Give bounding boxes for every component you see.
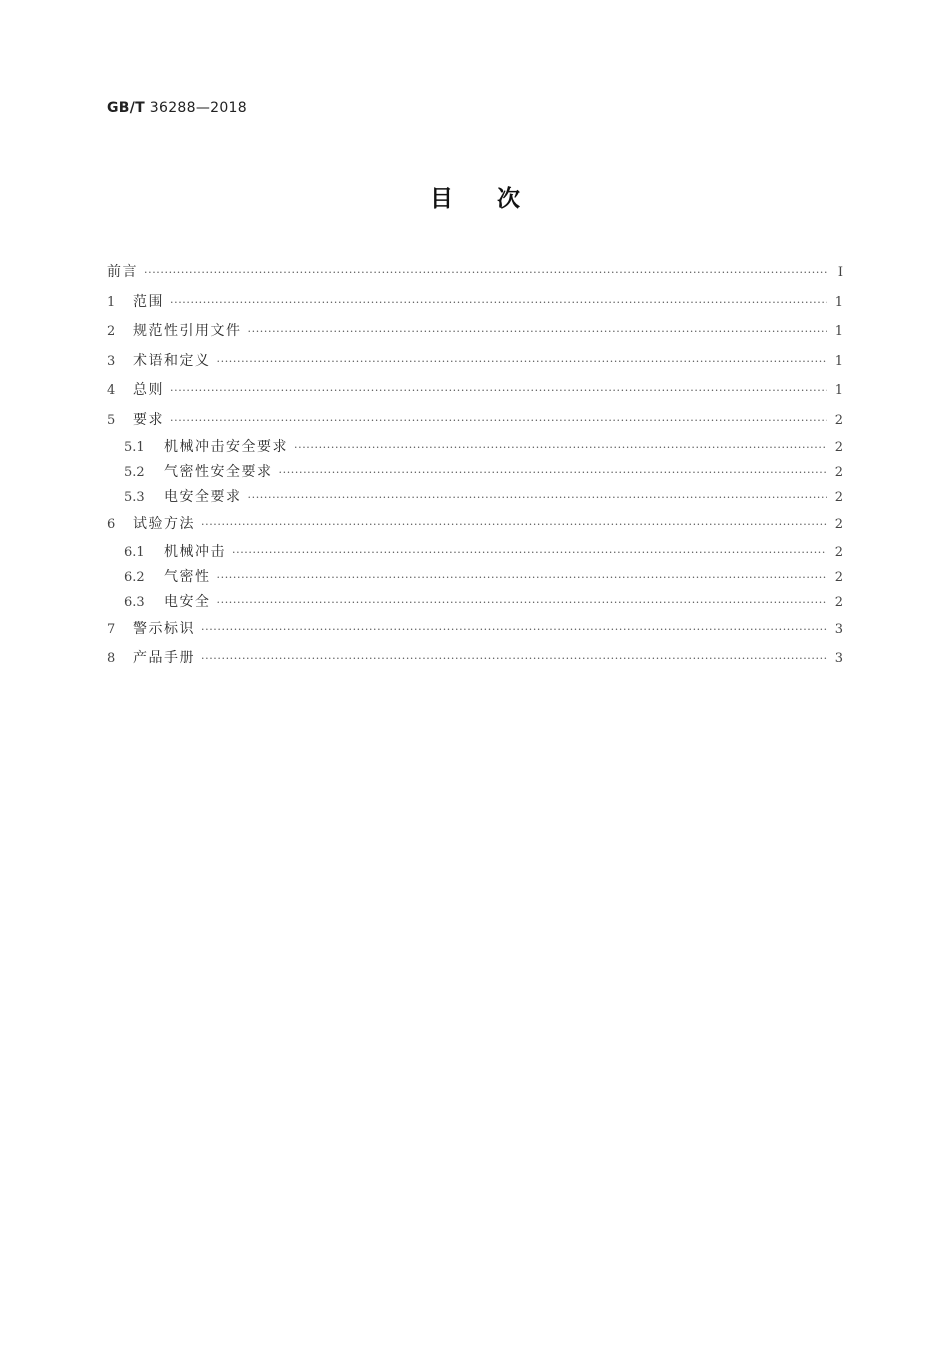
toc-entry-label: 总则 <box>133 382 164 398</box>
toc-entry-number: 4 <box>107 383 116 398</box>
page-title: 目次 <box>430 186 564 212</box>
toc-entry-page: 2 <box>834 412 843 428</box>
toc-entry[interactable] <box>107 615 843 645</box>
toc-entry-page: 2 <box>834 517 843 532</box>
toc-entry-number: 5.2 <box>124 465 145 480</box>
toc-entry[interactable] <box>107 258 843 288</box>
toc-entry-label: 要求 <box>133 411 164 428</box>
toc-entry-label: 气密性 <box>164 568 211 585</box>
toc-entry-page: 1 <box>834 353 843 369</box>
toc-entry[interactable] <box>107 376 843 406</box>
toc-entry-page: 2 <box>834 440 843 455</box>
toc-entry[interactable] <box>107 644 843 674</box>
toc-entry-label: 规范性引用文件 <box>133 323 242 339</box>
toc-entry[interactable] <box>107 288 843 318</box>
toc-entry[interactable] <box>107 406 843 436</box>
toc-entry-label: 范围 <box>133 293 164 310</box>
toc-entry-label: 电安全 <box>164 593 211 610</box>
toc-entry[interactable] <box>107 565 843 590</box>
toc-entry-page: 3 <box>834 651 843 666</box>
toc-entry-page: 1 <box>834 324 843 339</box>
toc-dot-leader <box>232 540 827 565</box>
toc-entry-number: 6.2 <box>124 569 145 585</box>
toc-entry-number: 2 <box>107 324 116 339</box>
toc-dot-leader <box>248 317 828 347</box>
toc-entry-label: 机械冲击 <box>164 543 226 560</box>
toc-entry-label: 气密性安全要求 <box>164 464 273 480</box>
toc-entry-label: 术语和定义 <box>133 352 211 369</box>
toc-dot-leader <box>144 258 827 288</box>
table-of-contents <box>107 258 843 674</box>
toc-dot-leader <box>170 406 827 436</box>
toc-entry-page: Ⅰ <box>837 265 843 280</box>
toc-entry-page: 2 <box>834 594 843 610</box>
toc-entry-page: 2 <box>834 490 843 505</box>
toc-dot-leader <box>201 615 827 645</box>
toc-entry-page: 3 <box>834 621 843 637</box>
toc-entry[interactable] <box>107 590 843 615</box>
standard-code: GB/T <box>107 100 146 116</box>
toc-entry-page: 1 <box>834 294 843 310</box>
toc-dot-leader <box>170 376 827 406</box>
toc-entry[interactable] <box>107 460 843 485</box>
toc-entry-label: 产品手册 <box>133 650 195 666</box>
toc-entry[interactable] <box>107 317 843 347</box>
toc-entry[interactable] <box>107 347 843 377</box>
toc-dot-leader <box>294 435 827 460</box>
toc-entry[interactable] <box>107 435 843 460</box>
toc-entry-number: 5.1 <box>124 440 145 455</box>
toc-entry[interactable] <box>107 540 843 565</box>
toc-entry-number: 6 <box>107 517 116 532</box>
toc-dot-leader <box>217 565 828 590</box>
standard-number: 36288—2018 <box>149 100 247 116</box>
toc-dot-leader <box>279 460 828 485</box>
toc-entry-label: 机械冲击安全要求 <box>164 439 288 455</box>
toc-entry-page: 2 <box>834 465 843 480</box>
document-header <box>107 100 247 116</box>
toc-entry-number: 1 <box>107 294 116 310</box>
toc-entry-page: 2 <box>834 544 843 560</box>
toc-entry-number: 6.3 <box>124 594 145 610</box>
toc-dot-leader <box>248 485 828 510</box>
toc-entry[interactable] <box>107 485 843 510</box>
toc-dot-leader <box>170 288 827 318</box>
toc-entry-number: 5 <box>107 412 116 428</box>
toc-dot-leader <box>201 644 827 674</box>
toc-dot-leader <box>217 590 828 615</box>
toc-entry-page: 1 <box>834 383 843 398</box>
toc-entry[interactable] <box>107 510 843 540</box>
toc-entry-number: 8 <box>107 651 116 666</box>
toc-entry-label: 警示标识 <box>133 620 195 637</box>
toc-entry-number: 5.3 <box>124 490 145 505</box>
toc-entry-label: 试验方法 <box>133 516 195 532</box>
toc-entry-number: 3 <box>107 353 116 369</box>
toc-entry-label: 电安全要求 <box>164 489 242 505</box>
toc-dot-leader <box>217 347 828 377</box>
toc-entry-label: 前言 <box>107 264 138 280</box>
toc-entry-page: 2 <box>834 569 843 585</box>
toc-dot-leader <box>201 510 827 540</box>
toc-entry-number: 6.1 <box>124 544 145 560</box>
toc-entry-number: 7 <box>107 621 116 637</box>
